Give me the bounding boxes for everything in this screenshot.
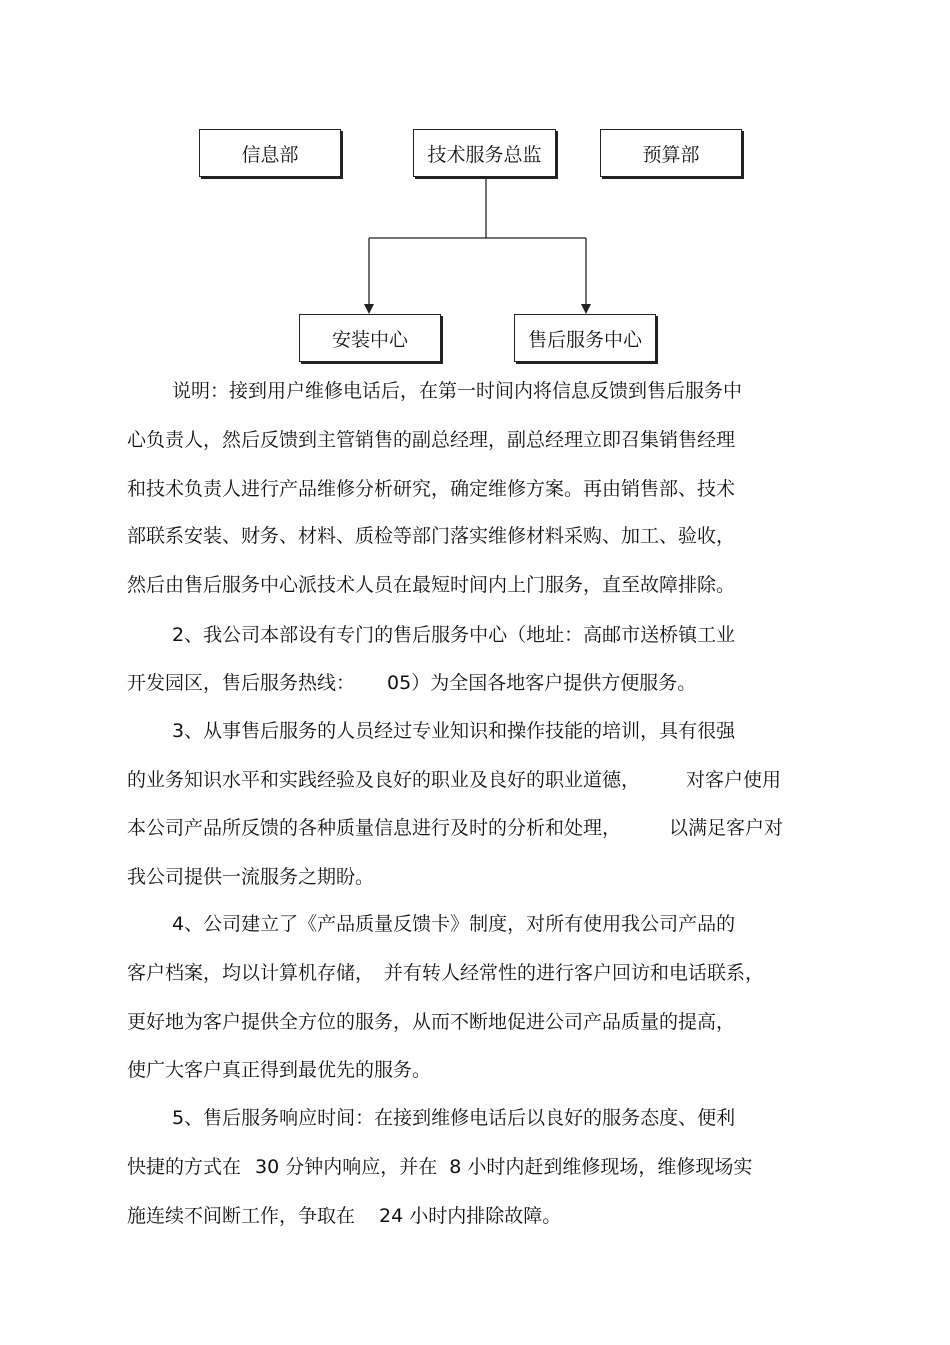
paragraph-line bbox=[127, 1204, 561, 1228]
paragraph-line bbox=[127, 768, 781, 792]
line-segment: 的业务知识水平和实践经验及良好的职业及良好的职业道德， bbox=[127, 769, 641, 791]
hotline-tail: 05）为全国各地客户提供方便服务。 bbox=[387, 672, 697, 694]
org-box-label: 预算部 bbox=[642, 143, 700, 166]
paragraph-line bbox=[127, 671, 696, 695]
paragraph-line: 心负责人，然后反馈到主管销售的副总经理，副总经理立即召集销售经理 bbox=[127, 429, 736, 451]
arrow-head-right bbox=[581, 304, 591, 314]
line-segment: 本公司产品所反馈的各种质量信息进行及时的分析和处理， bbox=[127, 817, 622, 839]
org-box-label: 售后服务中心 bbox=[527, 328, 642, 351]
org-box-after-sales-center bbox=[514, 314, 656, 362]
hotline-label: 开发园区，售后服务热线： bbox=[127, 672, 356, 694]
paragraph-line bbox=[127, 1155, 752, 1179]
line-segment: 对客户使用 bbox=[686, 769, 782, 791]
paragraph-line: 2、我公司本部设有专门的售后服务中心（地址：高邮市送桥镇工业 bbox=[172, 624, 736, 646]
paragraph-line: 更好地为客户提供全方位的服务，从而不断地促进公司产品质量的提高， bbox=[127, 1011, 736, 1033]
paragraph-line: 我公司提供一流服务之期盼。 bbox=[127, 866, 375, 888]
paragraph-line: 5、售后服务响应时间：在接到维修电话后以良好的服务态度、便利 bbox=[172, 1107, 736, 1129]
org-chart-connectors bbox=[0, 0, 950, 400]
line-segment: 客户档案，均以计算机存储， bbox=[127, 962, 375, 984]
paragraph-line bbox=[127, 961, 764, 985]
paragraph-line: 4、公司建立了《产品质量反馈卡》制度，对所有使用我公司产品的 bbox=[172, 913, 736, 935]
paragraph-line: 部联系安装、财务、材料、质检等部门落实维修材料采购、加工、验收， bbox=[127, 525, 736, 547]
paragraph-line: 说明：接到用户维修电话后，在第一时间内将信息反馈到售后服务中 bbox=[172, 380, 743, 402]
line-segment: 施连续不间断工作，争取在 bbox=[127, 1205, 356, 1227]
paragraph-line: 使广大客户真正得到最优先的服务。 bbox=[127, 1059, 432, 1081]
paragraph-line bbox=[127, 816, 783, 840]
paragraph-line: 然后由售后服务中心派技术人员在最短时间内上门服务，直至故障排除。 bbox=[127, 574, 736, 596]
paragraph-line: 和技术负责人进行产品维修分析研究，确定维修方案。再由销售部、技术 bbox=[127, 478, 736, 500]
line-segment: 8 小时内赶到维修现场，维修现场实 bbox=[449, 1156, 753, 1178]
org-box-label: 信息部 bbox=[241, 143, 299, 166]
line-segment: 快捷的方式在 bbox=[127, 1156, 242, 1178]
line-segment: 以满足客户对 bbox=[669, 817, 784, 839]
org-box-label: 技术服务总监 bbox=[427, 143, 542, 166]
arrow-head-left bbox=[364, 304, 374, 314]
org-box-label: 安装中心 bbox=[331, 328, 408, 351]
line-segment: 并有转人经常性的进行客户回访和电话联系， bbox=[384, 962, 765, 984]
line-segment: 24 小时内排除故障。 bbox=[379, 1205, 562, 1227]
org-box-installation-center bbox=[299, 314, 441, 362]
paragraph-line: 3、从事售后服务的人员经过专业知识和操作技能的培训，具有很强 bbox=[172, 720, 736, 742]
line-segment: 30 分钟内响应，并在 bbox=[255, 1156, 438, 1178]
